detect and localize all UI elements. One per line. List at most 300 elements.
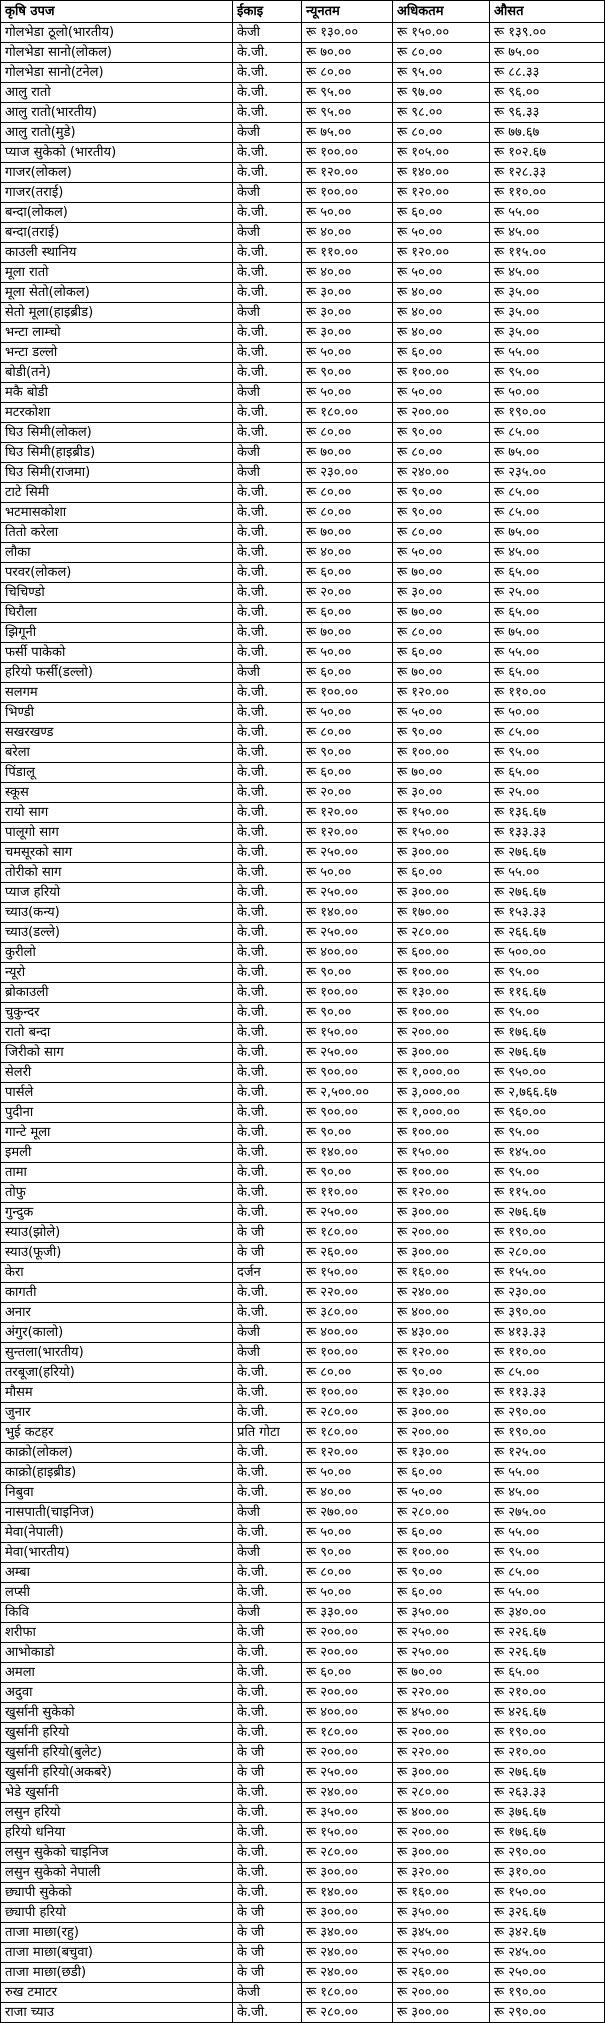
unit-cell: केजी [233, 1343, 302, 1363]
unit-cell: के जी [233, 1923, 302, 1943]
maximum-cell: रू ३५०.०० [393, 1903, 490, 1923]
maximum-cell: रू ६००.०० [393, 943, 490, 963]
table-row [1, 483, 605, 503]
commodity-cell: चिचिण्डो [1, 583, 233, 603]
maximum-cell: रू ९०.०० [393, 723, 490, 743]
minimum-cell: रू ६०.०० [302, 763, 393, 783]
commodity-cell: रातो बन्दा [1, 1023, 233, 1043]
commodity-cell: कुरीलो [1, 943, 233, 963]
unit-cell: के.जी. [233, 723, 302, 743]
commodity-cell: रुख टमाटर [1, 1983, 233, 2003]
minimum-cell: रू १२०.०० [302, 803, 393, 823]
table-row [1, 823, 605, 843]
unit-cell: के.जी. [233, 563, 302, 583]
commodity-cell: लप्सी [1, 1583, 233, 1603]
maximum-cell: रू १२०.०० [393, 183, 490, 203]
table-row [1, 1983, 605, 2003]
average-cell: रू २३५.०० [490, 463, 605, 483]
unit-cell: केजी [233, 183, 302, 203]
unit-cell: के.जी. [233, 1063, 302, 1083]
minimum-cell: रू ९५.०० [302, 83, 393, 103]
minimum-cell: रू २६०.०० [302, 1243, 393, 1263]
unit-cell: केजी [233, 1543, 302, 1563]
average-cell: रू ६५.०० [490, 563, 605, 583]
commodity-cell: चुकुन्दर [1, 1003, 233, 1023]
commodity-cell: च्याउ(कन्य) [1, 903, 233, 923]
minimum-cell: रू ९५.०० [302, 103, 393, 123]
unit-cell: के.जी. [233, 863, 302, 883]
unit-cell: के.जी. [233, 1143, 302, 1163]
minimum-cell: रू २७०.०० [302, 1503, 393, 1523]
average-cell: रू ९५.०० [490, 743, 605, 763]
table-row [1, 223, 605, 243]
minimum-cell: रू २,५००.०० [302, 1083, 393, 1103]
average-cell: रू ३७६.६७ [490, 1803, 605, 1823]
average-cell: रू ६५.०० [490, 1663, 605, 1683]
average-cell: रू ५५.०० [490, 1523, 605, 1543]
average-cell: रू ६५.०० [490, 603, 605, 623]
table-row [1, 1723, 605, 1743]
minimum-cell: रू ५०.०० [302, 383, 393, 403]
unit-cell: केजी [233, 663, 302, 683]
unit-cell: के.जी. [233, 1203, 302, 1223]
commodity-cell: भन्टा लाम्चो [1, 323, 233, 343]
average-cell: रू २७६.६७ [490, 1763, 605, 1783]
unit-cell: केजी [233, 443, 302, 463]
minimum-cell: रू ७०.०० [302, 523, 393, 543]
maximum-cell: रू १३०.०० [393, 1383, 490, 1403]
maximum-cell: रू ५०.०० [393, 263, 490, 283]
maximum-cell: रू ४५०.०० [393, 1703, 490, 1723]
table-row [1, 1843, 605, 1863]
minimum-cell: रू २८०.०० [302, 2003, 393, 2023]
unit-cell: के.जी. [233, 643, 302, 663]
minimum-cell: रू २२०.०० [302, 1283, 393, 1303]
table-row [1, 643, 605, 663]
minimum-cell: रू २००.०० [302, 1623, 393, 1643]
average-cell: रू २८०.०० [490, 1243, 605, 1263]
average-cell: रू ४५.०० [490, 223, 605, 243]
average-cell: रू ९५.०० [490, 1003, 605, 1023]
maximum-cell: रू २००.०० [393, 1023, 490, 1043]
average-cell: रू ४५.०० [490, 543, 605, 563]
average-cell: रू २९०.०० [490, 2003, 605, 2023]
unit-cell: के.जी. [233, 1803, 302, 1823]
commodity-cell: ब्रोकाउली [1, 983, 233, 1003]
minimum-cell: रू ४०.०० [302, 543, 393, 563]
table-row [1, 1803, 605, 1823]
commodity-cell: सलगम [1, 683, 233, 703]
minimum-cell: रू ६०.०० [302, 1663, 393, 1683]
maximum-cell: रू ७०.०० [393, 563, 490, 583]
commodity-cell: फर्सी पाकेको [1, 643, 233, 663]
minimum-cell: रू ४००.०० [302, 1323, 393, 1343]
commodity-cell: मेवा(भारतीय) [1, 1543, 233, 1563]
table-row [1, 1563, 605, 1583]
unit-cell: के.जी. [233, 1643, 302, 1663]
maximum-cell: रू ५०.०० [393, 1483, 490, 1503]
commodity-cell: मौसम [1, 1383, 233, 1403]
table-row [1, 263, 605, 283]
minimum-cell: रू २५०.०० [302, 923, 393, 943]
commodity-cell: खुर्सानी हरियो(बुलेट) [1, 1743, 233, 1763]
table-row [1, 583, 605, 603]
maximum-cell: रू ३००.०० [393, 2003, 490, 2023]
table-row [1, 1443, 605, 1463]
maximum-cell: रू १००.०० [393, 1003, 490, 1023]
maximum-cell: रू ९०.०० [393, 503, 490, 523]
maximum-cell: रू १००.०० [393, 743, 490, 763]
minimum-cell: रू ४०.०० [302, 223, 393, 243]
commodity-cell: छ्यापी सुकेको [1, 1883, 233, 1903]
maximum-cell: रू १६०.०० [393, 1883, 490, 1903]
table-row [1, 1023, 605, 1043]
maximum-cell: रू २४०.०० [393, 1283, 490, 1303]
average-cell: रू ९५०.०० [490, 1063, 605, 1083]
commodity-cell: किवि [1, 1603, 233, 1623]
commodity-cell: प्याज हरियो [1, 883, 233, 903]
price-table-head [1, 1, 605, 23]
commodity-cell: पिंडालू [1, 763, 233, 783]
average-cell: रू ५०.०० [490, 383, 605, 403]
average-cell: रू ३५.०० [490, 283, 605, 303]
unit-cell: केजी [233, 383, 302, 403]
maximum-cell: रू ४०.०० [393, 283, 490, 303]
maximum-cell: रू १५०.०० [393, 1143, 490, 1163]
unit-cell: के.जी. [233, 803, 302, 823]
unit-cell: के.जी. [233, 1843, 302, 1863]
unit-cell: प्रति गोटा [233, 1423, 302, 1443]
unit-cell: के.जी. [233, 1583, 302, 1603]
table-row [1, 763, 605, 783]
table-row [1, 1403, 605, 1423]
average-cell: रू ५५.०० [490, 1463, 605, 1483]
average-cell: रू ३५.०० [490, 303, 605, 323]
unit-cell: के.जी. [233, 483, 302, 503]
table-row [1, 1383, 605, 1403]
maximum-cell: रू १३०.०० [393, 983, 490, 1003]
commodity-cell: सेलरी [1, 1063, 233, 1083]
minimum-cell: रू ९००.०० [302, 1063, 393, 1083]
header-average: औसत [490, 1, 605, 23]
table-row [1, 1543, 605, 1563]
table-row [1, 523, 605, 543]
commodity-cell: आलु रातो [1, 83, 233, 103]
maximum-cell: रू ९०.०० [393, 1363, 490, 1383]
commodity-cell: मेवा(नेपाली) [1, 1523, 233, 1543]
maximum-cell: रू ४३०.०० [393, 1323, 490, 1343]
maximum-cell: रू १५०.०० [393, 803, 490, 823]
minimum-cell: रू १८०.०० [302, 403, 393, 423]
commodity-cell: च्याउ(डल्ले) [1, 923, 233, 943]
average-cell: रू २२६.६७ [490, 1623, 605, 1643]
maximum-cell: रू २५०.०० [393, 1943, 490, 1963]
unit-cell: के.जी. [233, 523, 302, 543]
maximum-cell: रू २००.०० [393, 1223, 490, 1243]
minimum-cell: रू १८०.०० [302, 1983, 393, 2003]
unit-cell: के.जी. [233, 1663, 302, 1683]
minimum-cell: रू ५०.०० [302, 643, 393, 663]
average-cell: रू १३९.०० [490, 23, 605, 43]
minimum-cell: रू ७०.०० [302, 623, 393, 643]
maximum-cell: रू ६०.०० [393, 203, 490, 223]
minimum-cell: रू ८०.०० [302, 1563, 393, 1583]
maximum-cell: रू १००.०० [393, 1543, 490, 1563]
unit-cell: के.जी. [233, 2003, 302, 2023]
minimum-cell: रू १००.०० [302, 983, 393, 1003]
unit-cell: केजी [233, 303, 302, 323]
maximum-cell: रू १२०.०० [393, 243, 490, 263]
maximum-cell: रू २६०.०० [393, 1963, 490, 1983]
maximum-cell: रू ५०.०० [393, 383, 490, 403]
unit-cell: के.जी. [233, 283, 302, 303]
average-cell: रू ४५.०० [490, 263, 605, 283]
average-cell: रू ३५.०० [490, 323, 605, 343]
commodity-cell: निबुवा [1, 1483, 233, 1503]
commodity-cell: घिउ सिमी(राजमा) [1, 463, 233, 483]
minimum-cell: रू १५०.०० [302, 1023, 393, 1043]
unit-cell: के.जी. [233, 1523, 302, 1543]
table-row [1, 1183, 605, 1203]
commodity-cell: गुन्दुक [1, 1203, 233, 1223]
average-cell: रू १३६.६७ [490, 803, 605, 823]
table-row [1, 943, 605, 963]
minimum-cell: रू ९०.०० [302, 963, 393, 983]
average-cell: रू ११३.३३ [490, 1383, 605, 1403]
table-row [1, 883, 605, 903]
minimum-cell: रू ४०.०० [302, 1483, 393, 1503]
table-row [1, 1083, 605, 1103]
table-row [1, 83, 605, 103]
commodity-cell: सखरखण्ड [1, 723, 233, 743]
table-row [1, 403, 605, 423]
maximum-cell: रू १००.०० [393, 1123, 490, 1143]
header-minimum: न्यूनतम [302, 1, 393, 23]
maximum-cell: रू २००.०० [393, 1423, 490, 1443]
average-cell: रू १९०.०० [490, 1423, 605, 1443]
maximum-cell: रू १००.०० [393, 363, 490, 383]
average-cell: रू १५३.३३ [490, 903, 605, 923]
table-row [1, 1743, 605, 1763]
maximum-cell: रू २२०.०० [393, 1743, 490, 1763]
minimum-cell: रू ३०.०० [302, 283, 393, 303]
average-cell: रू ९५.०० [490, 963, 605, 983]
table-row [1, 1343, 605, 1363]
table-row [1, 423, 605, 443]
unit-cell: केजी [233, 1323, 302, 1343]
maximum-cell: रू ३००.०० [393, 843, 490, 863]
commodity-cell: छ्यापी हरियो [1, 1903, 233, 1923]
average-cell: रू १४५.०० [490, 1143, 605, 1163]
average-cell: रू ८५.०० [490, 723, 605, 743]
commodity-cell: आभोकाडो [1, 1643, 233, 1663]
average-cell: रू ५००.०० [490, 943, 605, 963]
table-row [1, 703, 605, 723]
average-cell: रू ११०.०० [490, 1343, 605, 1363]
average-cell: रू ८५.०० [490, 1563, 605, 1583]
commodity-cell: मकै बोडी [1, 383, 233, 403]
unit-cell: के.जी [233, 1623, 302, 1643]
unit-cell: केजी [233, 223, 302, 243]
minimum-cell: रू ५०.०० [302, 1583, 393, 1603]
minimum-cell: रू ५०.०० [302, 703, 393, 723]
average-cell: रू ९५.०० [490, 1163, 605, 1183]
maximum-cell: रू २००.०० [393, 1983, 490, 2003]
average-cell: रू १७६.६७ [490, 1023, 605, 1043]
maximum-cell: रू ८०.०० [393, 523, 490, 543]
unit-cell: के.जी. [233, 1363, 302, 1383]
commodity-cell: तितो करेला [1, 523, 233, 543]
table-row [1, 1863, 605, 1883]
table-row [1, 1323, 605, 1343]
unit-cell: के.जी. [233, 1383, 302, 1403]
table-row [1, 923, 605, 943]
table-row [1, 663, 605, 683]
unit-cell: के.जी. [233, 1883, 302, 1903]
commodity-cell: अनार [1, 1303, 233, 1323]
minimum-cell: रू ५०.०० [302, 203, 393, 223]
commodity-cell: तोफु [1, 1183, 233, 1203]
commodity-cell: मटरकोशा [1, 403, 233, 423]
unit-cell: के.जी. [233, 43, 302, 63]
unit-cell: के.जी. [233, 1723, 302, 1743]
commodity-cell: गोलभेडा सानो(टनेल) [1, 63, 233, 83]
minimum-cell: रू २००.०० [302, 1683, 393, 1703]
commodity-cell: ताजा माछा(छडी) [1, 1963, 233, 1983]
price-table-body [1, 23, 605, 2023]
commodity-cell: आलु रातो(मुडे) [1, 123, 233, 143]
table-row [1, 343, 605, 363]
table-row [1, 63, 605, 83]
average-cell: रू ५५.०० [490, 643, 605, 663]
minimum-cell: रू २५०.०० [302, 883, 393, 903]
minimum-cell: रू ३००.०० [302, 1903, 393, 1923]
average-cell: रू २१०.०० [490, 1743, 605, 1763]
commodity-cell: भुई कटहर [1, 1423, 233, 1443]
maximum-cell: रू २००.०० [393, 1823, 490, 1843]
commodity-cell: नासपाती(चाइनिज) [1, 1503, 233, 1523]
table-row [1, 1823, 605, 1843]
minimum-cell: रू ४०.०० [302, 263, 393, 283]
average-cell: रू ३४२.६७ [490, 1923, 605, 1943]
minimum-cell: रू १२०.०० [302, 1443, 393, 1463]
commodity-cell: पार्सले [1, 1083, 233, 1103]
average-cell: रू ९६.०० [490, 83, 605, 103]
commodity-cell: बरेला [1, 743, 233, 763]
average-cell: रू २७६.६७ [490, 843, 605, 863]
maximum-cell: रू ९७.०० [393, 83, 490, 103]
minimum-cell: रू ९०.०० [302, 1003, 393, 1023]
minimum-cell: रू १३०.०० [302, 23, 393, 43]
maximum-cell: रू १२०.०० [393, 1183, 490, 1203]
unit-cell: के.जी. [233, 203, 302, 223]
maximum-cell: रू ३००.०० [393, 1843, 490, 1863]
table-row [1, 1303, 605, 1323]
minimum-cell: रू ३००.०० [302, 1863, 393, 1883]
average-cell: रू ७५.०० [490, 623, 605, 643]
commodity-cell: खुर्सानी सुकेको [1, 1703, 233, 1723]
maximum-cell: रू १६०.०० [393, 1263, 490, 1283]
maximum-cell: रू ९८.०० [393, 103, 490, 123]
maximum-cell: रू १२०.०० [393, 1343, 490, 1363]
maximum-cell: रू ६०.०० [393, 343, 490, 363]
table-row [1, 783, 605, 803]
maximum-cell: रू ९०.०० [393, 483, 490, 503]
maximum-cell: रू ३२०.०० [393, 1863, 490, 1883]
commodity-cell: घिउ सिमी(लोकल) [1, 423, 233, 443]
minimum-cell: रू ८०.०० [302, 423, 393, 443]
commodity-cell: भटमासकोशा [1, 503, 233, 523]
maximum-cell: रू ८०.०० [393, 43, 490, 63]
minimum-cell: रू २८०.०० [302, 1843, 393, 1863]
maximum-cell: रू ८०.०० [393, 443, 490, 463]
average-cell: रू ३२६.६७ [490, 1903, 605, 1923]
table-row [1, 743, 605, 763]
commodity-cell: खुर्सानी हरियो(अकबरे) [1, 1763, 233, 1783]
minimum-cell: रू ५०.०० [302, 343, 393, 363]
average-cell: रू ९६०.०० [490, 1103, 605, 1123]
average-cell: रू ५५.०० [490, 1583, 605, 1603]
commodity-cell: जुनार [1, 1403, 233, 1423]
table-row [1, 623, 605, 643]
table-row [1, 183, 605, 203]
commodity-cell: भिण्डी [1, 703, 233, 723]
maximum-cell: रू ७०.०० [393, 603, 490, 623]
commodity-cell: पालूगो साग [1, 823, 233, 843]
minimum-cell: रू ४००.०० [302, 1703, 393, 1723]
average-cell: रू ४१३.३३ [490, 1323, 605, 1343]
table-row [1, 803, 605, 823]
minimum-cell: रू ६०.०० [302, 663, 393, 683]
minimum-cell: रू ८०.०० [302, 63, 393, 83]
average-cell: रू ५५.०० [490, 203, 605, 223]
unit-cell: के.जी. [233, 763, 302, 783]
maximum-cell: रू ३००.०० [393, 1203, 490, 1223]
maximum-cell: रू ३००.०० [393, 1243, 490, 1263]
table-row [1, 463, 605, 483]
table-row [1, 103, 605, 123]
average-cell: रू ८५.०० [490, 503, 605, 523]
unit-cell: केजी [233, 463, 302, 483]
unit-cell: केजी [233, 1503, 302, 1523]
average-cell: रू २,७६६.६७ [490, 1083, 605, 1103]
average-cell: रू २६६.६७ [490, 923, 605, 943]
commodity-cell: लौका [1, 543, 233, 563]
minimum-cell: रू ८०.०० [302, 483, 393, 503]
average-cell: रू ११५.०० [490, 243, 605, 263]
average-cell: रू ११६.६७ [490, 983, 605, 1003]
commodity-cell: परवर(लोकल) [1, 563, 233, 583]
table-row [1, 1003, 605, 1023]
maximum-cell: रू ९०.०० [393, 423, 490, 443]
average-cell: रू ७७.६७ [490, 123, 605, 143]
table-row [1, 863, 605, 883]
minimum-cell: रू ७०.०० [302, 43, 393, 63]
average-cell: रू १५०.०० [490, 1883, 605, 1903]
average-cell: रू २७६.६७ [490, 1043, 605, 1063]
minimum-cell: रू ५०.०० [302, 1463, 393, 1483]
average-cell: रू २६३.३३ [490, 1783, 605, 1803]
table-row [1, 1523, 605, 1543]
maximum-cell: रू १००.०० [393, 1163, 490, 1183]
table-row [1, 143, 605, 163]
unit-cell: के.जी. [233, 783, 302, 803]
unit-cell: के.जी. [233, 83, 302, 103]
unit-cell: के.जी. [233, 263, 302, 283]
maximum-cell: रू ७०.०० [393, 763, 490, 783]
commodity-cell: आलु रातो(भारतीय) [1, 103, 233, 123]
average-cell: रू ३९०.०० [490, 1303, 605, 1323]
